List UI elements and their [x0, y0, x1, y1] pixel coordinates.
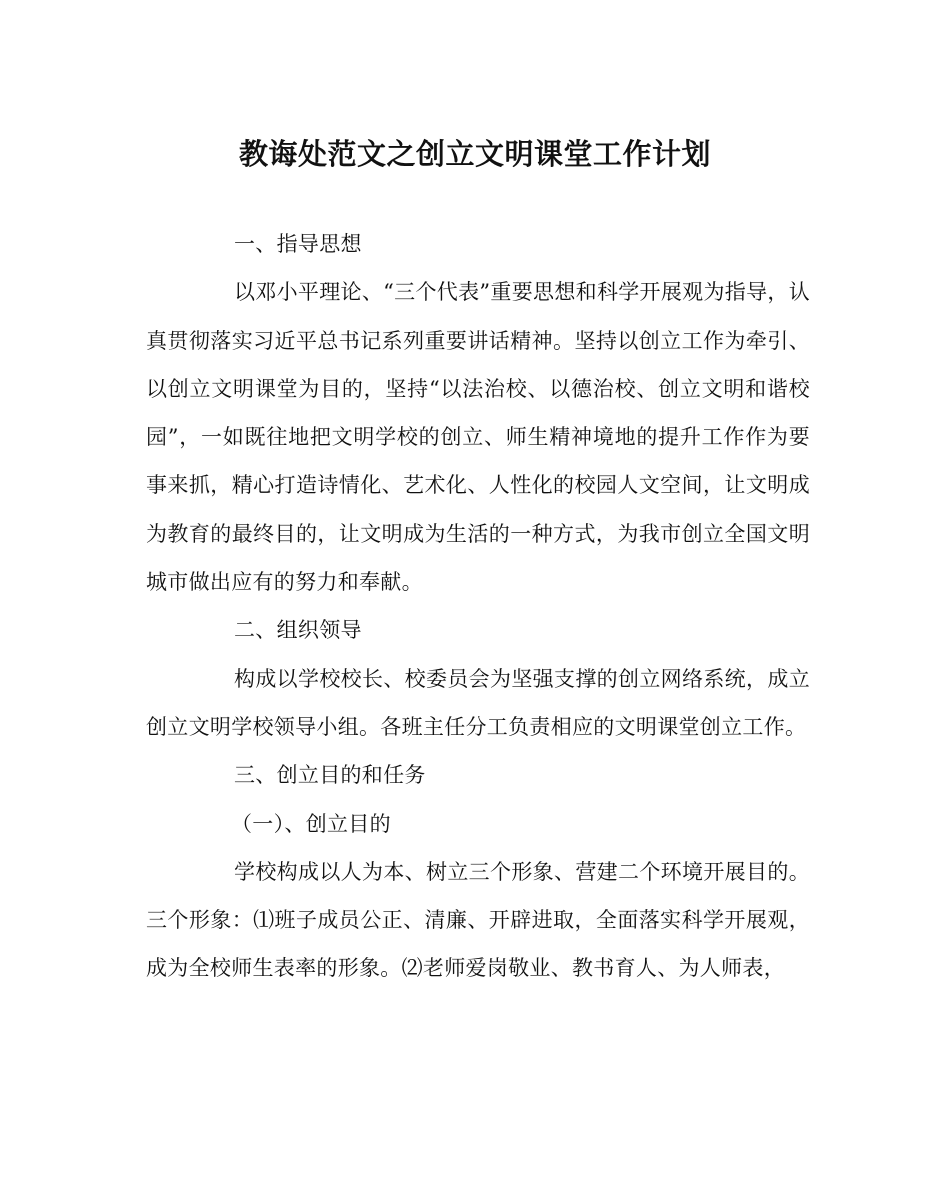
- section-heading-1: 一、指导思想: [234, 232, 362, 256]
- paragraph-organization: 构成以学校校长、校委员会为坚强支撑的创立网络系统，成立创立文明学校领导小组。各班主任分工负责相应的文明课堂创立工作。: [146, 666, 810, 739]
- document-body: [146, 220, 810, 993]
- section-heading-2: 二、组织领导: [234, 618, 362, 643]
- paragraph-guiding-thought: 以邓小平理论、“三个代表”重要思想和科学开展观为指导，认真贯彻落实习近平总书记系列重要讲话精神。坚持以创立工作为牵引、以创立文明课堂为目的，坚持“以法治校、以德治校、创立文明和谐校园”，一如既往地把文明学校的创立、师生精神境地的提升工作作为要事来抓，精心打造诗情化、艺术化、人性化的校园人文空间，让文明成为教育的最终目的，让文明成为生活的一种方式，为我市创立全国文明城市做出应有的努力和奉献。: [146, 280, 810, 595]
- paragraph-goals: 学校构成以人为本、树立三个形象、营建二个环境开展目的。三个形象：⑴班子成员公正、清廉、开辟进取，全面落实科学开展观，成为全校师生表率的形象。⑵老师爱岗敬业、教书育人、为人师表，: [146, 859, 810, 981]
- document-title: 教诲处范文之创立文明课堂工作计划: [238, 137, 711, 171]
- subsection-heading-1: （一）、创立目的: [231, 811, 391, 836]
- section-heading-3: 三、创立目的和任务: [234, 763, 426, 788]
